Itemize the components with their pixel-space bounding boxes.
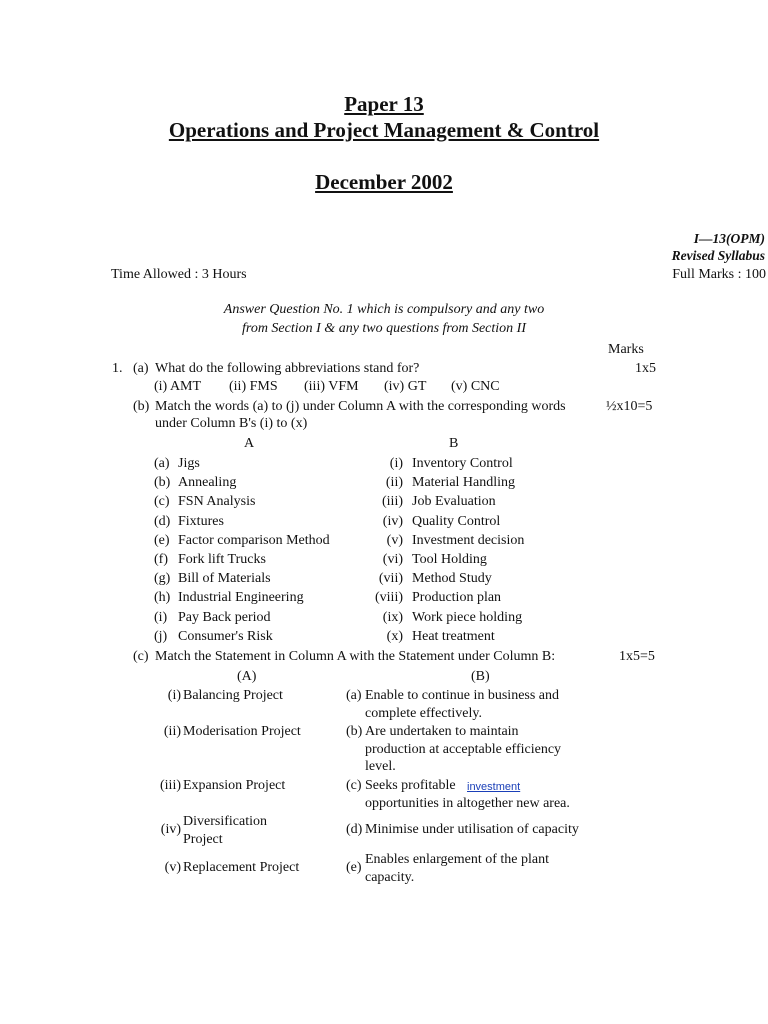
column-a-item: Factor comparison Method: [178, 532, 330, 548]
part-c-text: Match the Statement in Column A with the Statement under Column B:: [155, 649, 556, 664]
column-b-item: Seeks profitable: [365, 778, 456, 793]
part-a-label: (a): [133, 361, 149, 376]
column-a-label: (iv): [160, 822, 181, 837]
part-b-text-line1: Match the words (a) to (j) under Column A with the corresponding words: [155, 399, 566, 414]
column-a-item: Fixtures: [178, 513, 224, 529]
column-a-item: Expansion Project: [183, 778, 286, 793]
abbr-item: (iii) VFM: [304, 379, 359, 394]
column-a-label: (d): [154, 513, 171, 529]
column-b-heading: (B): [471, 669, 490, 684]
column-a-item: Balancing Project: [183, 688, 283, 703]
column-b-label: (d): [346, 822, 363, 837]
part-b-label: (b): [133, 399, 150, 414]
column-a-label: (i): [167, 688, 181, 703]
column-a-label: (a): [154, 456, 170, 471]
column-b-item: complete effectively.: [365, 705, 482, 721]
column-a-label: (h): [154, 590, 171, 606]
question-number: 1.: [112, 361, 123, 376]
column-a-item: Consumer's Risk: [178, 628, 273, 644]
column-b-label: (v): [386, 532, 403, 548]
column-b-item: level.: [365, 759, 396, 774]
column-a-label: (i): [154, 609, 168, 625]
column-b-label: (vi): [382, 552, 403, 567]
abbr-item: (v) CNC: [451, 379, 500, 394]
column-b-item: Quality Control: [412, 513, 501, 529]
abbr-item: (i) AMT: [154, 379, 202, 394]
column-a-item: FSN Analysis: [178, 494, 256, 510]
part-c-label: (c): [133, 649, 149, 664]
part-a-marks: 1x5: [635, 361, 656, 376]
column-a-label: (iii): [160, 778, 181, 793]
column-a-label: (c): [154, 494, 170, 510]
column-b-item: Are undertaken to maintain: [365, 724, 519, 739]
column-a-item: Diversification: [183, 814, 267, 829]
column-a-item: Fork lift Trucks: [178, 552, 266, 567]
column-b-label: (a): [346, 688, 362, 703]
part-c-marks: 1x5=5: [619, 649, 655, 664]
marks-heading: Marks: [608, 342, 644, 357]
column-b-item: opportunities in altogether new area.: [365, 795, 570, 811]
column-b-heading: B: [449, 436, 459, 451]
column-b-item: Investment decision: [412, 532, 525, 548]
column-b-label: (b): [346, 724, 363, 739]
time-allowed: Time Allowed : 3 Hours: [111, 267, 247, 282]
column-b-label: (x): [386, 628, 403, 644]
column-b-item: Inventory Control: [412, 456, 513, 471]
column-b-label: (viii): [375, 590, 403, 606]
column-b-item: Work piece holding: [412, 609, 523, 625]
column-b-item: Job Evaluation: [412, 494, 496, 510]
column-a-item: Pay Back period: [178, 609, 271, 625]
column-a-item: Annealing: [178, 475, 237, 491]
column-b-label: (ii): [385, 475, 403, 491]
column-a-label: (ii): [163, 724, 181, 739]
column-a-item: Industrial Engineering: [178, 590, 304, 606]
instruction-line-2: from Section I & any two questions from Section II: [242, 321, 526, 336]
paper-number: Paper 13: [344, 92, 424, 116]
column-a-label: (e): [154, 532, 170, 548]
part-b-text-line2: under Column B's (i) to (x): [155, 416, 308, 431]
abbr-item: (ii) FMS: [229, 379, 278, 394]
column-b-item: Production plan: [412, 590, 502, 606]
column-a-item: Jigs: [178, 456, 200, 471]
column-a-label: (b): [154, 475, 171, 491]
column-b-label: (i): [389, 456, 403, 471]
paper-subject: Operations and Project Management & Control: [168, 118, 600, 142]
instruction-line-1: Answer Question No. 1 which is compulsory and any two: [223, 302, 545, 317]
abbr-item: (iv) GT: [384, 379, 427, 394]
column-a-heading: A: [244, 436, 255, 451]
column-a-item: Project: [183, 831, 223, 847]
investment-link[interactable]: investment: [467, 781, 521, 793]
part-b-marks: ½x10=5: [606, 399, 653, 414]
column-b-item: production at acceptable efficiency: [365, 741, 562, 757]
column-a-label: (g): [154, 571, 171, 587]
column-a-item: Bill of Materials: [178, 571, 271, 587]
column-b-label: (c): [346, 778, 362, 793]
column-b-label: (iii): [382, 494, 403, 510]
column-b-label: (vii): [378, 571, 403, 587]
column-b-item: Enables enlargement of the plant: [365, 852, 550, 867]
column-a-item: Replacement Project: [183, 860, 300, 875]
part-a-text: What do the following abbreviations stand for?: [155, 361, 420, 376]
full-marks: Full Marks : 100: [672, 267, 766, 282]
column-b-item: Enable to continue in business and: [365, 688, 560, 703]
syllabus-label: Revised Syllabus: [671, 248, 765, 263]
column-a-label: (f): [154, 552, 168, 567]
column-b-item: capacity.: [365, 869, 415, 885]
column-a-label: (j): [154, 628, 168, 644]
column-b-item: Method Study: [412, 571, 492, 587]
column-b-label: (iv): [382, 513, 403, 529]
column-a-label: (v): [164, 860, 181, 875]
paper-code: I—13(OPM): [693, 231, 765, 246]
column-b-item: Material Handling: [412, 475, 516, 491]
exam-date: December 2002: [315, 170, 453, 194]
column-b-label: (ix): [382, 609, 403, 625]
column-b-item: Heat treatment: [412, 628, 495, 644]
column-a-heading: (A): [237, 669, 257, 684]
column-a-item: Moderisation Project: [183, 724, 301, 739]
column-b-item: Minimise under utilisation of capacity: [365, 822, 579, 837]
column-b-label: (e): [346, 860, 362, 875]
column-b-item: Tool Holding: [412, 552, 487, 567]
